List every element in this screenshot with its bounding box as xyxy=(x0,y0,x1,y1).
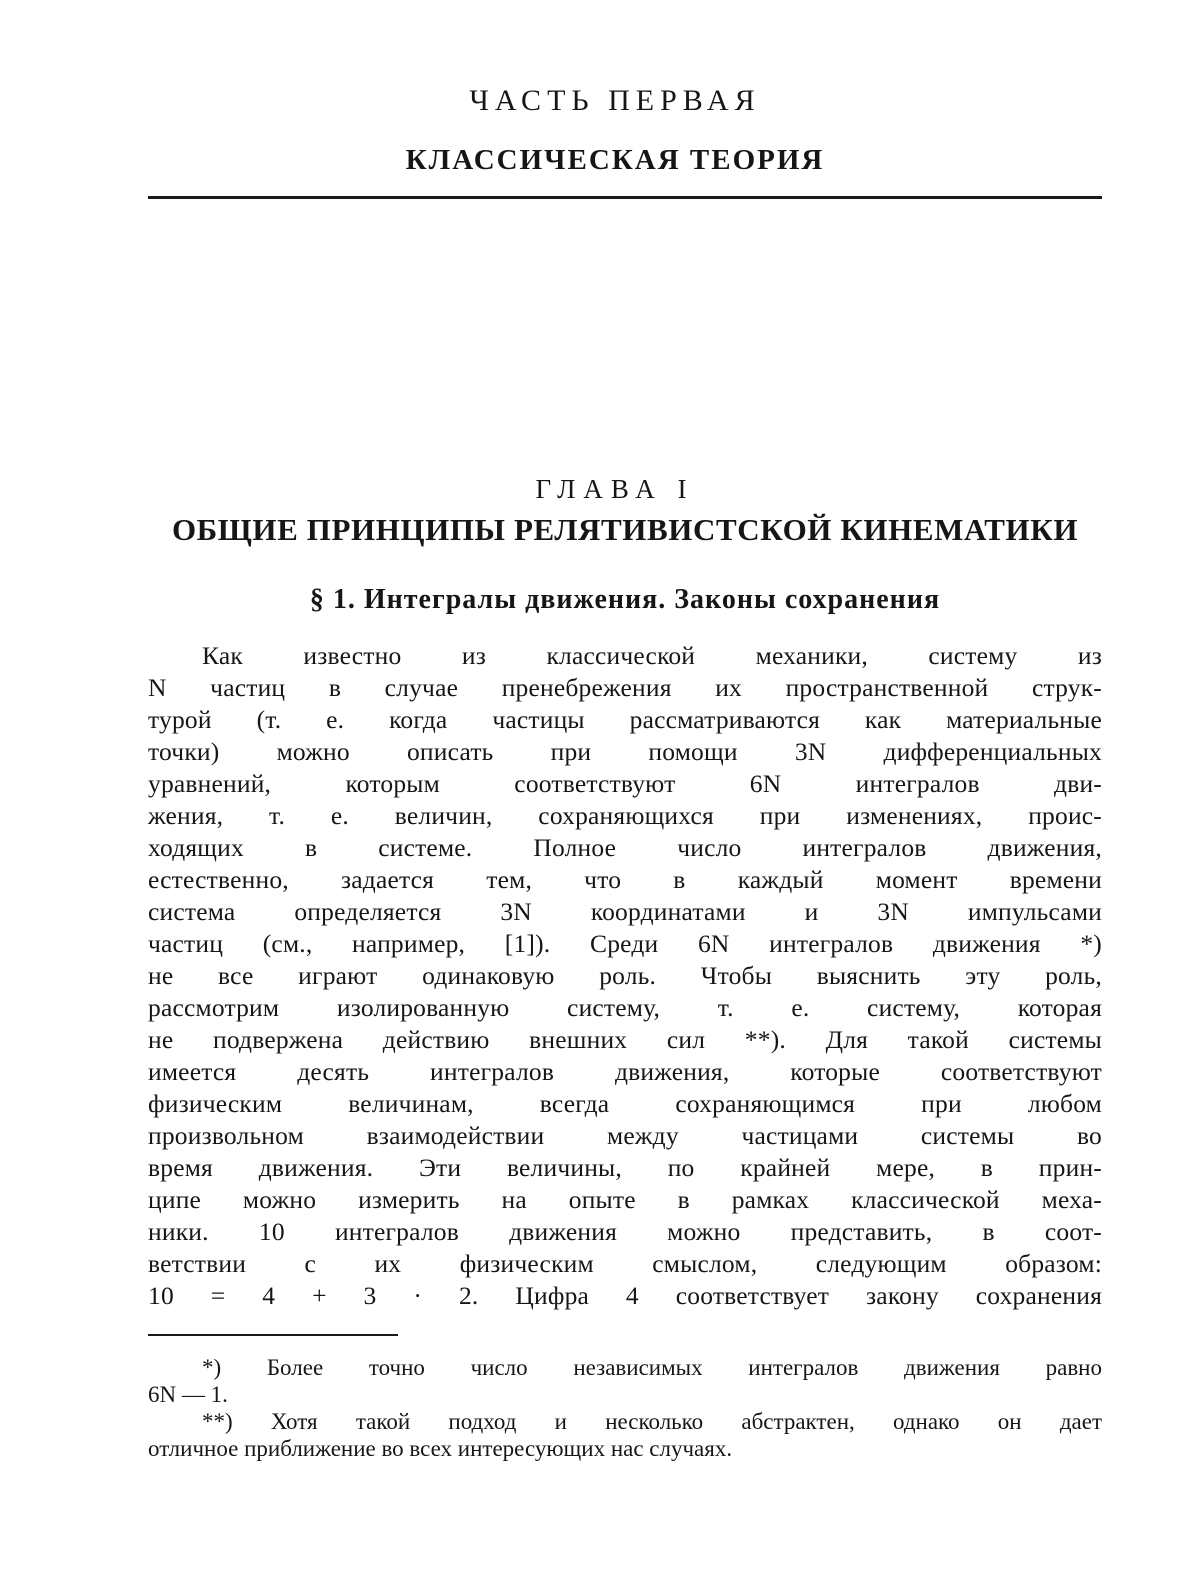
body-line: время движения. Эти величины, по крайней мере, в прин- xyxy=(148,1153,1102,1182)
body-line: рассмотрим изолированную систему, т. е. систему, которая xyxy=(148,993,1102,1022)
footnote-1-line: *) Более точно число независимых интегралов движения равно xyxy=(202,1355,1102,1380)
chapter-label: ГЛАВА I xyxy=(535,474,695,504)
body-line: имеется десять интегралов движения, которые соответствуют xyxy=(148,1057,1102,1086)
footnote-1-line: 6N — 1. xyxy=(148,1382,228,1407)
footnote-divider xyxy=(148,1334,398,1336)
body-line: ветствии с их физическим смыслом, следующим образом: xyxy=(148,1249,1102,1278)
body-line: N частиц в случае пренебрежения их пространственной струк- xyxy=(148,673,1102,702)
body-line: частиц (см., например, [1]). Среди 6N интегралов движения *) xyxy=(148,929,1102,958)
body-line: 10 = 4 + 3 · 2. Цифра 4 соответствует закону сохранения xyxy=(148,1281,1102,1310)
body-line: ходящих в системе. Полное число интегралов движения, xyxy=(148,833,1102,862)
body-line: уравнений, которым соответствуют 6N интегралов дви- xyxy=(148,769,1102,798)
body-line: ципе можно измерить на опыте в рамках классической меха- xyxy=(148,1185,1102,1214)
body-line: турой (т. е. когда частицы рассматриваются как материальные xyxy=(148,705,1102,734)
body-line: ники. 10 интегралов движения можно представить, в соот- xyxy=(148,1217,1102,1246)
body-line: произвольном взаимодействии между частицами системы во xyxy=(148,1121,1102,1150)
body-line: Как известно из классической механики, систему из xyxy=(202,641,1102,670)
body-line: система определяется 3N координатами и 3N импульсами xyxy=(148,897,1102,926)
body-line: не подвержена действию внешних сил **). Для такой системы xyxy=(148,1025,1102,1054)
footnotes xyxy=(148,1354,1102,1462)
section-title: § 1. Интегралы движения. Законы сохранения xyxy=(309,584,941,615)
body-line: физическим величинам, всегда сохраняющимся при любом xyxy=(148,1089,1102,1118)
footnote-2-line: **) Хотя такой подход и несколько абстрактен, однако он дает xyxy=(202,1409,1102,1434)
part-title: КЛАССИЧЕСКАЯ ТЕОРИЯ xyxy=(405,144,825,176)
part-label: ЧАСТЬ ПЕРВАЯ xyxy=(469,84,761,117)
body-line: естественно, задается тем, что в каждый момент времени xyxy=(148,865,1102,894)
part-divider xyxy=(148,196,1102,199)
chapter-title: ОБЩИЕ ПРИНЦИПЫ РЕЛЯТИВИСТСКОЙ КИНЕМАТИКИ xyxy=(171,512,1079,547)
body-line: не все играют одинаковую роль. Чтобы выяснить эту роль, xyxy=(148,961,1102,990)
body-line: точки) можно описать при помощи 3N дифференциальных xyxy=(148,737,1102,766)
footnote-2-line: отличное приближение во всех интересующих нас случаях. xyxy=(148,1436,733,1461)
body-line: жения, т. е. величин, сохраняющихся при изменениях, проис- xyxy=(148,801,1102,830)
body-paragraph xyxy=(148,640,1102,1312)
